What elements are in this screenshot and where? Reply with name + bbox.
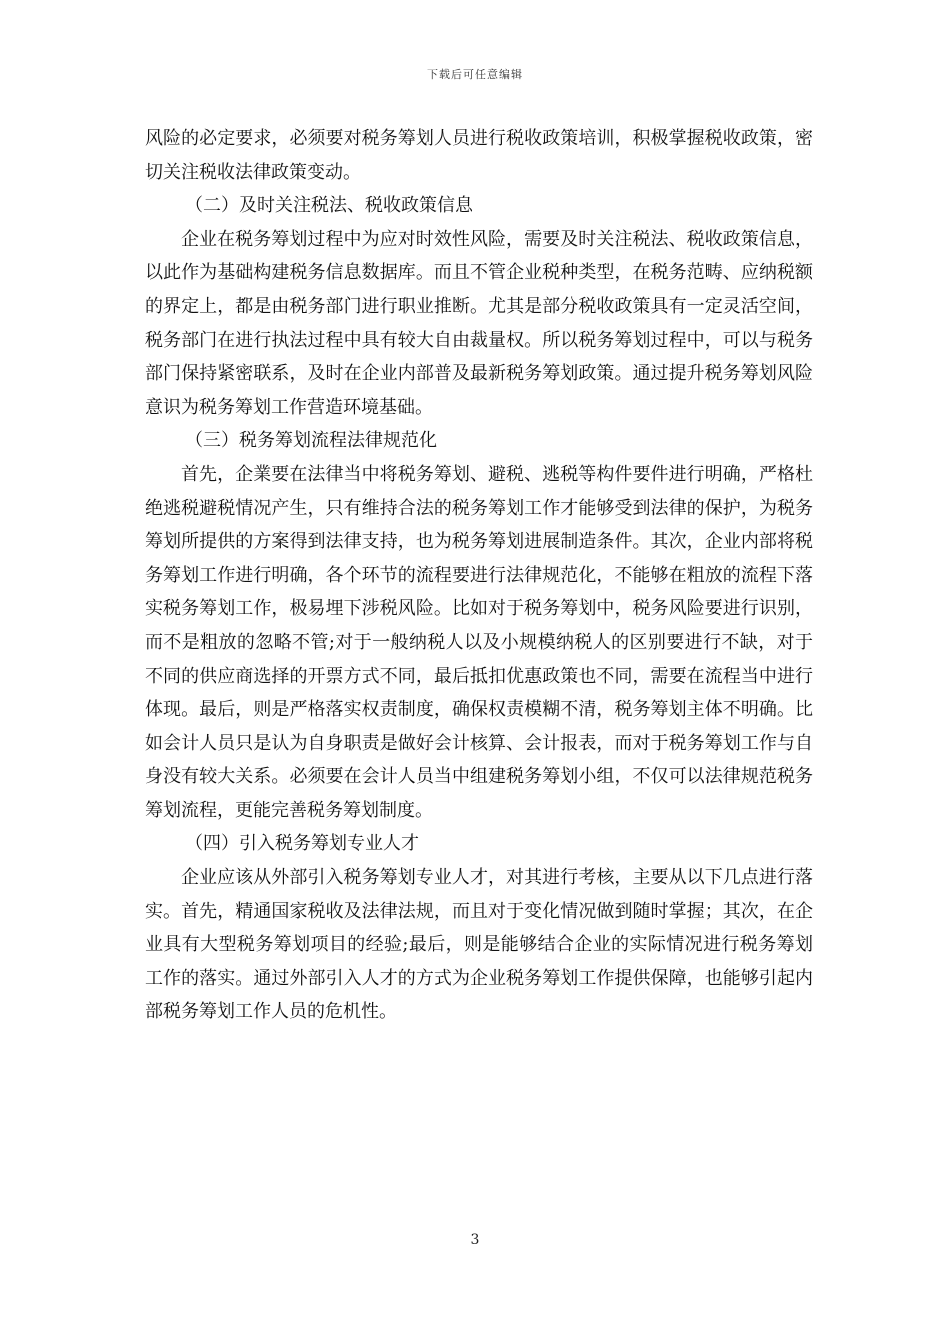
page-header: 下载后可任意编辑 xyxy=(427,68,523,81)
section-heading-3: （三）税务筹划流程法律规范化 xyxy=(185,430,437,452)
page-number: 3 xyxy=(470,1232,480,1248)
document-body xyxy=(145,122,813,1029)
section-heading-2: （二）及时关注税法、税收政策信息 xyxy=(185,195,473,217)
paragraph-4: 企业应该从外部引入税务筹划专业人才，对其进行考核，主要从以下几点进行落实。首先，精通国家税收及法律法规，而且对于变化情况做到随时掌握；其次，在企业具有大型税务筹划项目的经验;最后，则是能够结合企业的实际情况进行税务筹划工作的落实。通过外部引入人才的方式为企业税务筹划工作提供保障，也能够引起内部税务筹划工作人员的危机性。 xyxy=(145,867,813,1023)
paragraph-2: 企业在税务筹划过程中为应对时效性风险，需要及时关注税法、税收政策信息，以此作为基础构建税务信息数据库。而且不管企业税种类型，在税务范畴、应纳税额的界定上，都是由税务部门进行职业推断。尤其是部分税收政策具有一定灵活空间，税务部门在进行执法过程中具有较大自由裁量权。所以税务筹划过程中，可以与税务部门保持紧密联系，及时在企业内部普及最新税务筹划政策。通过提升税务筹划风险意识为税务筹划工作营造环境基础。 xyxy=(145,228,813,418)
paragraph-3: 首先，企業要在法律当中将税务筹划、避税、逃税等构件要件进行明确，严格杜绝逃税避税情况产生，只有维持合法的税务筹划工作才能够受到法律的保护，为税务筹划所提供的方案得到法律支持，也为税务筹划进展制造条件。其次，企业内部将税务筹划工作进行明确，各个环节的流程要进行法律规范化，不能够在粗放的流程下落实税务筹划工作，极易埋下涉税风险。比如对于税务筹划中，税务风险要进行识别，而不是粗放的忽略不管;对于一般纳税人以及小规模纳税人的区别要进行不缺，对于不同的供应商选择的开票方式不同，最后抵扣优惠政策也不同，需要在流程当中进行体现。最后，则是严格落实权责制度，确保权责模糊不清，税务筹划主体不明确。比如会计人员只是认为自身职责是做好会计核算、会计报表，而对于税务筹划工作与自身没有较大关系。必须要在会计人员当中组建税务筹划小组，不仅可以法律规范税务筹划流程，更能完善税务筹划制度。 xyxy=(145,463,813,821)
paragraph-1: 风险的必定要求，必须要对税务筹划人员进行税收政策培训，积极掌握税收政策，密切关注税收法律政策变动。 xyxy=(145,128,813,183)
section-heading-4: （四）引入税务筹划专业人才 xyxy=(185,833,419,855)
